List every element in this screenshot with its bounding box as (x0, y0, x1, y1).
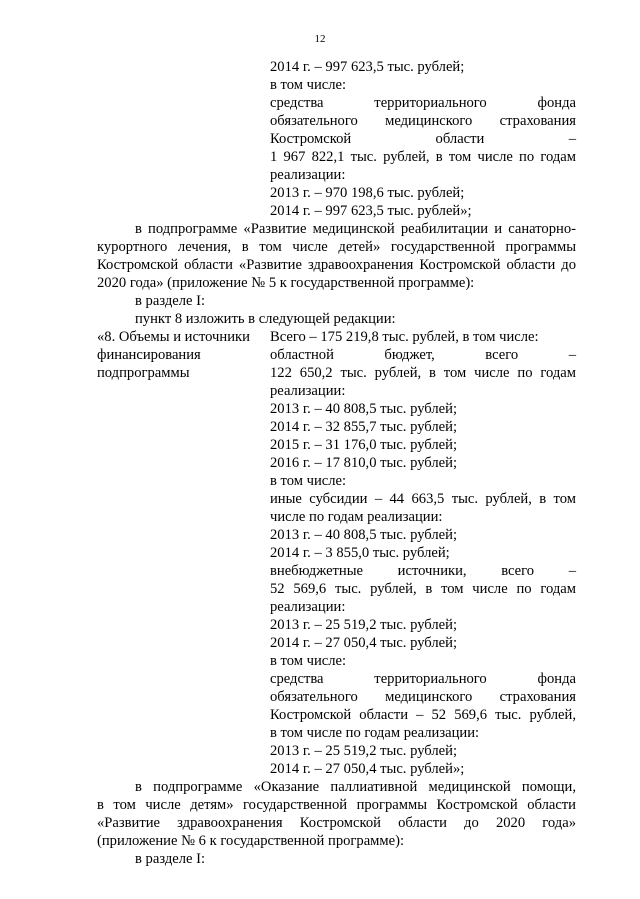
paragraph-line: в подпрограмме «Оказание паллиативной медицинской помощи, (135, 779, 576, 795)
table-right-line: 52 569,6 тыс. рублей, в том числе по годам (270, 581, 576, 597)
text-line: 2014 г. – 997 623,5 тыс. рублей»; (270, 203, 472, 219)
section-heading: в разделе I: (135, 851, 206, 867)
paragraph-line: (приложение № 6 к государственной программе): (97, 833, 405, 849)
table-right-line: Костромской области – 52 569,6 тыс. рублей, (270, 707, 576, 723)
text-line: 2014 г. – 997 623,5 тыс. рублей; (270, 59, 465, 75)
table-right-line: в том числе по годам реализации: (270, 725, 480, 741)
table-right-line: внебюджетные источники, всего – (270, 563, 576, 579)
instruction-line: пункт 8 изложить в следующей редакции: (135, 311, 396, 327)
table-right-line: средства территориального фонда (270, 671, 576, 687)
text-line: средства территориального фонда (270, 95, 576, 111)
table-right-line: 2015 г. – 31 176,0 тыс. рублей; (270, 437, 457, 453)
table-left-cell: финансирования (97, 347, 201, 363)
paragraph-line: в подпрограмме «Развитие медицинской реабилитации и санаторно- (135, 221, 576, 237)
table-right-line: реализации: (270, 599, 346, 615)
table-right-line: 2014 г. – 27 050,4 тыс. рублей»; (270, 761, 465, 777)
table-right-line: числе по годам реализации: (270, 509, 443, 525)
text-line: 2013 г. – 970 198,6 тыс. рублей; (270, 185, 465, 201)
table-right-line: 122 650,2 тыс. рублей, в том числе по годам (270, 365, 576, 381)
table-left-cell: подпрограммы (97, 365, 190, 381)
page-number: 12 (314, 33, 326, 45)
text-line: 1 967 822,1 тыс. рублей, в том числе по годам (270, 149, 576, 165)
paragraph-line: курортного лечения, в том числе детей» государственной программы (97, 239, 576, 255)
table-right-line: областной бюджет, всего – (270, 347, 576, 363)
table-right-line: 2014 г. – 32 855,7 тыс. рублей; (270, 419, 457, 435)
table-right-line: Всего – 175 219,8 тыс. рублей, в том числе: (270, 329, 539, 345)
table-right-line: 2013 г. – 25 519,2 тыс. рублей; (270, 617, 457, 633)
table-left-cell: «8. Объемы и источники (97, 329, 250, 345)
table-right-line: 2013 г. – 25 519,2 тыс. рублей; (270, 743, 457, 759)
text-line: обязательного медицинского страхования (270, 113, 576, 129)
paragraph-line: «Развитие здравоохранения Костромской области до 2020 года» (97, 815, 576, 831)
table-right-line: 2013 г. – 40 808,5 тыс. рублей; (270, 401, 457, 417)
paragraph-line: в том числе детям» государственной программы Костромской области (97, 797, 576, 813)
paragraph-line: 2020 года» (приложение № 5 к государственной программе): (97, 275, 475, 291)
text-line: в том числе: (270, 77, 347, 93)
text-line: реализации: (270, 167, 346, 183)
table-right-line: 2014 г. – 3 855,0 тыс. рублей; (270, 545, 450, 561)
table-right-line: в том числе: (270, 653, 347, 669)
table-right-line: в том числе: (270, 473, 347, 489)
table-right-line: 2014 г. – 27 050,4 тыс. рублей; (270, 635, 457, 651)
section-heading: в разделе I: (135, 293, 206, 309)
table-right-line: обязательного медицинского страхования (270, 689, 576, 705)
table-right-line: реализации: (270, 383, 346, 399)
table-right-line: 2013 г. – 40 808,5 тыс. рублей; (270, 527, 457, 543)
table-right-line: иные субсидии – 44 663,5 тыс. рублей, в том (270, 491, 576, 507)
text-line: Костромской области – (270, 131, 576, 147)
paragraph-line: Костромской области «Развитие здравоохранения Костромской области до (97, 257, 576, 273)
table-right-line: 2016 г. – 17 810,0 тыс. рублей; (270, 455, 457, 471)
